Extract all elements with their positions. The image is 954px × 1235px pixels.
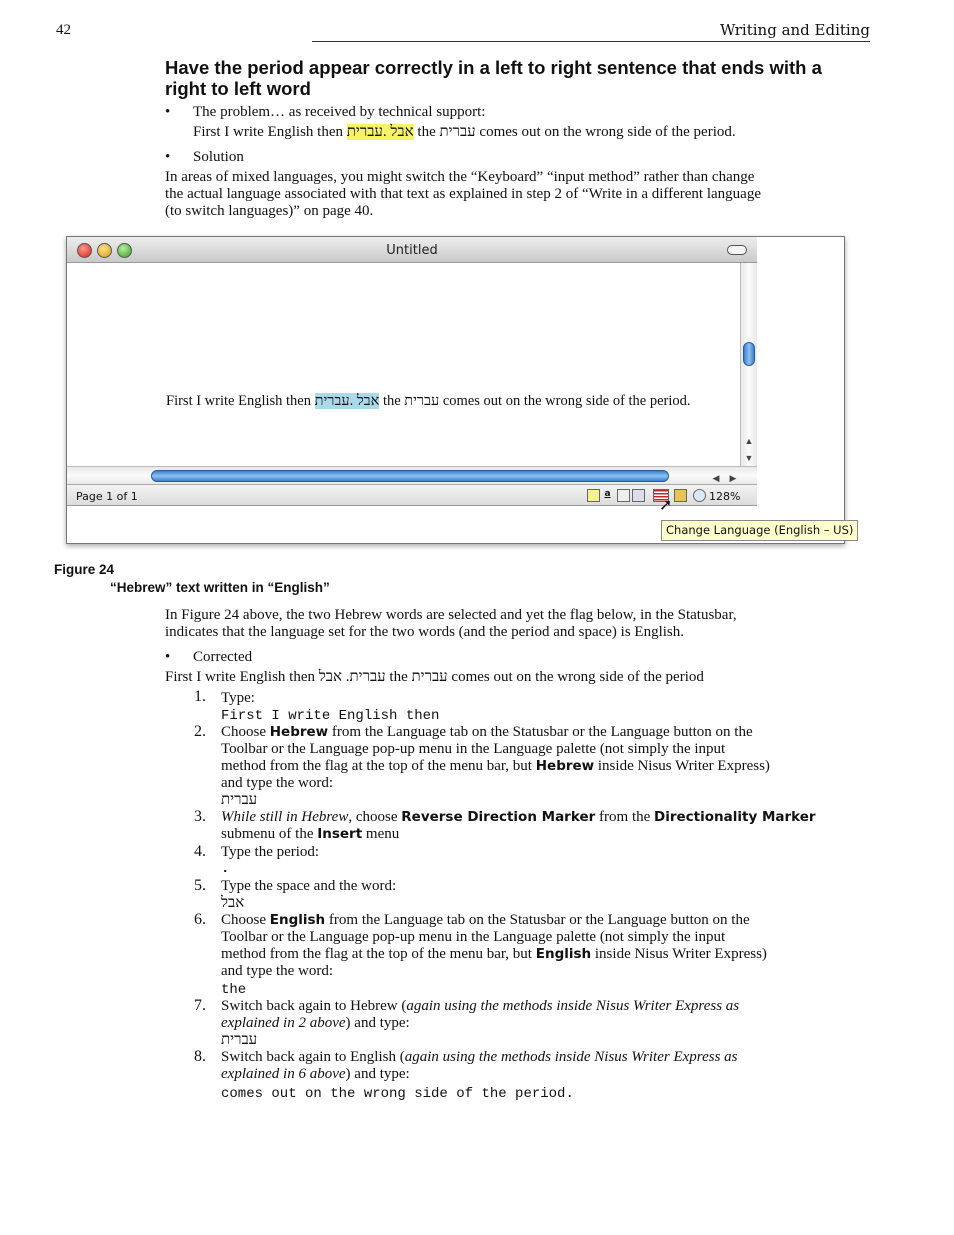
step-8-italic: again using the methods inside Nisus Writer Express as xyxy=(404,1049,738,1065)
step-2-code: עברית xyxy=(221,792,258,808)
page-icon[interactable] xyxy=(617,489,630,502)
document-sentence xyxy=(166,393,691,410)
step-5-code: אבל xyxy=(221,895,245,911)
horizontal-scrollbar[interactable] xyxy=(67,466,757,484)
step-8-number: 8. xyxy=(194,1048,206,1065)
step-2-l3-bold: Hebrew xyxy=(535,758,595,774)
problem-highlight: אבל .עברית xyxy=(346,124,414,140)
step-8-code: comes out on the wrong side of the period. xyxy=(221,1086,574,1102)
step-6-line-2: Toolbar or the Language pop-up menu in the Language palette (not simply the input xyxy=(221,929,726,945)
bullet-corrected xyxy=(165,649,252,666)
solution-line-1: In areas of mixed languages, you might switch the “Keyboard” “input method” rather than change xyxy=(165,169,755,185)
doc-mid: the xyxy=(382,393,401,409)
step-3-italic: While still in Hebrew xyxy=(221,809,349,825)
corrected-example xyxy=(165,669,704,686)
solution-line-2: the actual language associated with that text as explained in step 2 of “Write in a different language xyxy=(165,186,761,202)
step-7-number: 7. xyxy=(194,997,206,1014)
step-6-line-4: and type the word: xyxy=(221,963,334,979)
magnifier-icon[interactable] xyxy=(693,489,706,502)
problem-mid: the xyxy=(417,124,436,140)
scroll-left-arrow-icon[interactable]: ◀ xyxy=(712,473,720,483)
step-2-line-3 xyxy=(221,758,821,775)
step-2-a: Choose xyxy=(221,724,266,740)
step-1-text: Type: xyxy=(221,690,255,706)
corrected-prefix: First I write English then xyxy=(165,669,315,685)
solution-line-3: (to switch languages)” on page 40. xyxy=(165,203,374,219)
step-7-line-2 xyxy=(221,1015,821,1032)
step-6-l3a: method from the flag at the top of the menu bar, but xyxy=(221,946,532,962)
editor-window-screenshot xyxy=(66,236,854,544)
step-7-italic: again using the methods inside Nisus Writer Express as xyxy=(406,998,740,1014)
page-number: 42 xyxy=(56,22,71,38)
doc-selection: אבל .עברית xyxy=(314,393,380,409)
step-8-a: Switch back again to English ( xyxy=(221,1049,405,1065)
problem-example xyxy=(193,124,736,141)
window-titlebar xyxy=(67,237,757,263)
scroll-down-arrow-icon[interactable]: ▼ xyxy=(744,453,754,463)
step-7-line-1 xyxy=(221,998,821,1015)
toolbar-toggle-button[interactable] xyxy=(727,245,747,255)
para-line-2: indicates that the language set for the two words (and the period and space) is English. xyxy=(165,624,685,640)
step-7-a: Switch back again to Hebrew ( xyxy=(221,998,407,1014)
step-6-code: the xyxy=(221,982,247,998)
para-line-1: In Figure 24 above, the two Hebrew words are selected and yet the flag below, in the Statusbar, xyxy=(165,607,737,623)
window-title: Untitled xyxy=(386,243,438,258)
step-7-code: עברית xyxy=(221,1032,258,1048)
bullet-problem xyxy=(165,104,485,121)
step-3-bold-1: Reverse Direction Marker xyxy=(401,809,596,825)
step-3-d: from the xyxy=(599,809,651,825)
statusbar xyxy=(67,484,757,506)
problem-hebrew: עברית xyxy=(439,124,476,140)
page-indicator[interactable]: Page 1 of 1 xyxy=(76,490,138,503)
mouse-pointer-icon: ➚ xyxy=(659,497,673,514)
step-3-b: , choose xyxy=(348,809,398,825)
figure-label: Figure 24 xyxy=(54,562,115,577)
bullet-solution-label: Solution xyxy=(193,149,244,165)
bullet-corrected-label: Corrected xyxy=(193,649,253,665)
step-2-number: 2. xyxy=(194,723,206,740)
step-2-line-2: Toolbar or the Language pop-up menu in the Language palette (not simply the input xyxy=(221,741,726,757)
corrected-hebrew-1: עברית. אבל xyxy=(318,669,386,685)
figure-caption: “Hebrew” text written in “English” xyxy=(110,580,330,595)
step-2-l3c: inside Nisus Writer Express) xyxy=(597,758,770,774)
bullet-problem-label: The problem… as received by technical support: xyxy=(193,104,486,120)
problem-suffix: comes out on the wrong side of the period. xyxy=(479,124,736,140)
step-3-number: 3. xyxy=(194,808,206,825)
step-2-line-4: and type the word: xyxy=(221,775,334,791)
step-3-l2a: submenu of the xyxy=(221,826,314,842)
language-palette-icon[interactable] xyxy=(674,489,687,502)
step-1-number: 1. xyxy=(194,688,206,705)
step-4-number: 4. xyxy=(194,843,206,860)
step-8-l2-italic: explained in 6 above xyxy=(221,1066,346,1082)
text-style-icon[interactable]: a xyxy=(604,489,611,499)
vertical-scroll-thumb[interactable] xyxy=(743,342,755,366)
corrected-hebrew-2: עברית xyxy=(411,669,448,685)
step-5-text: Type the space and the word: xyxy=(221,878,397,894)
paragraph-icon[interactable] xyxy=(632,489,645,502)
bullet-dot: • xyxy=(165,149,171,165)
running-header: Writing and Editing xyxy=(720,21,870,39)
bullet-solution xyxy=(165,149,244,166)
vertical-scrollbar[interactable] xyxy=(740,263,757,466)
bullet-dot: • xyxy=(165,104,171,120)
highlight-color-icon[interactable] xyxy=(587,489,600,502)
step-4-text: Type the period: xyxy=(221,844,320,860)
corrected-mid: the xyxy=(389,669,408,685)
step-4-code: . xyxy=(221,861,230,877)
step-3-l2-bold: Insert xyxy=(317,826,363,842)
step-7-l2-italic: explained in 2 above xyxy=(221,1015,346,1031)
bullet-dot: • xyxy=(165,649,171,665)
section-title: Have the period appear correctly in a left to right sentence that ends with a right to left word xyxy=(165,57,822,99)
step-7-l2b: ) and type: xyxy=(345,1015,410,1031)
step-8-l2b: ) and type: xyxy=(345,1066,410,1082)
header-rule xyxy=(312,41,870,42)
horizontal-scroll-thumb[interactable] xyxy=(151,470,669,482)
doc-prefix: First I write English then xyxy=(166,393,311,409)
step-3-line-2 xyxy=(221,826,821,843)
scroll-up-arrow-icon[interactable]: ▲ xyxy=(744,436,754,446)
corrected-suffix: comes out on the wrong side of the period xyxy=(451,669,704,685)
step-6-line-3 xyxy=(221,946,821,963)
scroll-right-arrow-icon[interactable]: ▶ xyxy=(729,473,737,483)
document-area[interactable] xyxy=(67,263,740,466)
step-6-bold: English xyxy=(269,912,326,928)
step-6-l3-bold: English xyxy=(535,946,592,962)
zoom-level[interactable]: 128% xyxy=(709,490,741,503)
step-6-l3c: inside Nisus Writer Express) xyxy=(594,946,767,962)
step-3-bold-2: Directionality Marker xyxy=(654,809,816,825)
step-8-line-1 xyxy=(221,1049,821,1066)
step-6-c: from the Language tab on the Statusbar or the Language button on the xyxy=(328,912,750,928)
step-6-a: Choose xyxy=(221,912,266,928)
doc-hebrew: עברית xyxy=(404,393,440,409)
step-2-bold: Hebrew xyxy=(269,724,329,740)
step-5-number: 5. xyxy=(194,877,206,894)
step-6-line-1 xyxy=(221,912,821,929)
step-2-l3a: method from the flag at the top of the menu bar, but xyxy=(221,758,532,774)
step-3-l2c: menu xyxy=(365,826,400,842)
tooltip: Change Language (English – US) xyxy=(661,520,858,541)
step-6-number: 6. xyxy=(194,911,206,928)
step-3-line-1 xyxy=(221,809,821,826)
step-1-code: First I write English then xyxy=(221,708,440,724)
step-2-line-1 xyxy=(221,724,821,741)
doc-suffix: comes out on the wrong side of the period. xyxy=(442,393,691,409)
step-8-line-2 xyxy=(221,1066,821,1083)
problem-prefix: First I write English then xyxy=(193,124,343,140)
step-2-c: from the Language tab on the Statusbar or the Language button on the xyxy=(331,724,753,740)
